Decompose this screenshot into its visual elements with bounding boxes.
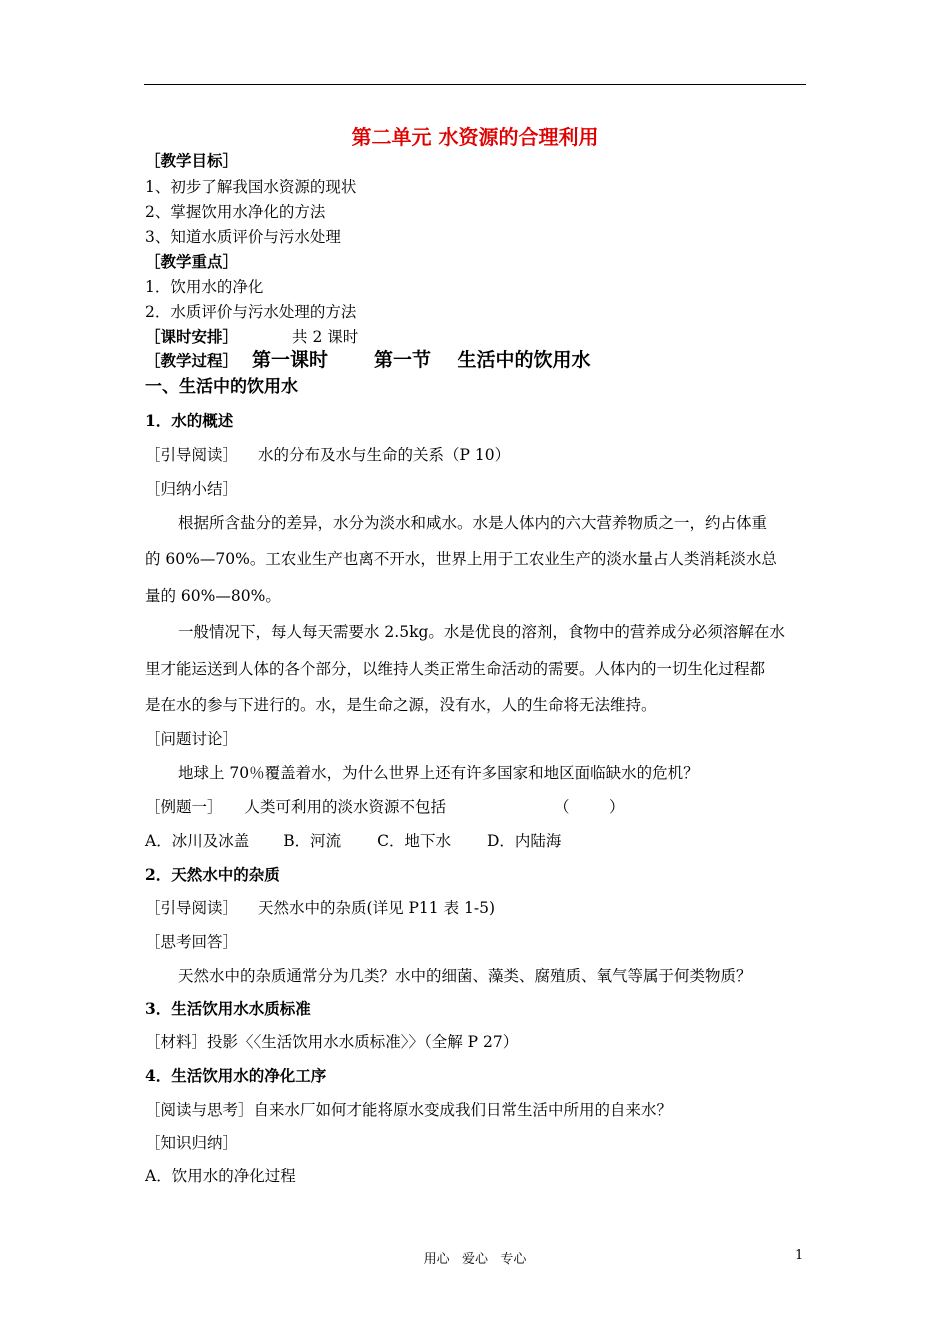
schedule-heading: ［课时安排］ (145, 327, 239, 346)
summary-tag: ［归纳小结］ (145, 480, 239, 498)
goal-item: 2、掌握饮用水净化的方法 (145, 203, 326, 221)
lesson-label: 第一课时 (252, 349, 329, 371)
knowledge-tag: ［知识归纳］ (145, 1134, 239, 1152)
guide-tag: ［引导阅读］ (145, 446, 239, 464)
paragraph-line: 的 60%—70%。工农业生产也离不开水，世界上用于工农业生产的淡水量占人类消耗淡水总 (145, 550, 777, 568)
section-label: 第一节 生活中的饮用水 (374, 349, 591, 371)
part-heading: 一、生活中的饮用水 (145, 377, 298, 397)
page-title: 第二单元 水资源的合理利用 (351, 125, 599, 149)
knowledge-item: A．饮用水的净化过程 (145, 1167, 296, 1185)
paragraph-line: 量的 60%—80%。 (145, 587, 281, 605)
option-d: D．内陆海 (486, 832, 562, 850)
answer-blank: （ ） (554, 798, 625, 816)
read-think-text: ［阅读与思考］自来水厂如何才能将原水变成我们日常生活中所用的自来水？ (145, 1101, 673, 1119)
example-tag: ［例题一］ (145, 798, 223, 816)
guide-line (145, 445, 510, 465)
guide-line (145, 898, 495, 918)
guide-text: 水的分布及水与生命的关系（P 10） (258, 446, 511, 464)
schedule-value: 共 2 课时 (292, 328, 359, 346)
paragraph-line: 根据所含盐分的差异，水分为淡水和咸水。水是人体内的六大营养物质之一，约占体重 (178, 514, 768, 532)
paragraph-line: 是在水的参与下进行的。水，是生命之源，没有水，人的生命将无法维持。 (145, 696, 657, 714)
goal-item: 1、初步了解我国水资源的现状 (145, 178, 357, 196)
section-heading: 2．天然水中的杂质 (145, 865, 280, 884)
process-line (145, 350, 591, 371)
key-point-item: 2．水质评价与污水处理的方法 (145, 303, 357, 321)
option-c: C．地下水 (377, 832, 451, 850)
discuss-tag: ［问题讨论］ (145, 730, 239, 748)
header-rule (144, 84, 806, 85)
section-heading: 1．水的概述 (145, 411, 234, 430)
think-tag: ［思考回答］ (145, 933, 239, 951)
think-text: 天然水中的杂质通常分为几类？水中的细菌、藻类、腐殖质、氧气等属于何类物质？ (178, 967, 752, 985)
key-point-item: 1．饮用水的净化 (145, 278, 264, 296)
option-b: B．河流 (283, 832, 342, 850)
option-a: A．冰川及冰盖 (145, 832, 250, 850)
example-text: 人类可利用的淡水资源不包括 (244, 798, 447, 816)
page-number: 1 (795, 1248, 804, 1263)
guide-tag: ［引导阅读］ (145, 899, 239, 917)
process-heading: ［教学过程］ (145, 351, 239, 370)
material-text: ［材料］投影〈〈生活饮用水水质标准〉〉（全解 P 27） (145, 1033, 519, 1051)
key-points-heading: ［教学重点］ (145, 252, 239, 271)
paragraph-line: 里才能运送到人体的各个部分，以维持人类正常生命活动的需要。人体内的一切生化过程都 (145, 660, 766, 678)
footer-motto: 用心 爱心 专心 (423, 1252, 527, 1267)
section-heading: 3．生活饮用水水质标准 (145, 999, 311, 1018)
section-heading: 4．生活饮用水的净化工序 (145, 1066, 327, 1085)
paragraph-line: 一般情况下，每人每天需要水 2.5kg。水是优良的溶剂，食物中的营养成分必须溶解在水 (178, 623, 785, 641)
example-line (145, 797, 624, 817)
guide-text: 天然水中的杂质(详见 P11 表 1-5) (258, 899, 496, 917)
discuss-text: 地球上 70％覆盖着水，为什么世界上还有许多国家和地区面临缺水的危机？ (178, 764, 699, 782)
goals-heading: ［教学目标］ (145, 151, 239, 170)
schedule-line (145, 327, 358, 347)
options-line (145, 831, 561, 851)
goal-item: 3、知道水质评价与污水处理 (145, 228, 341, 246)
